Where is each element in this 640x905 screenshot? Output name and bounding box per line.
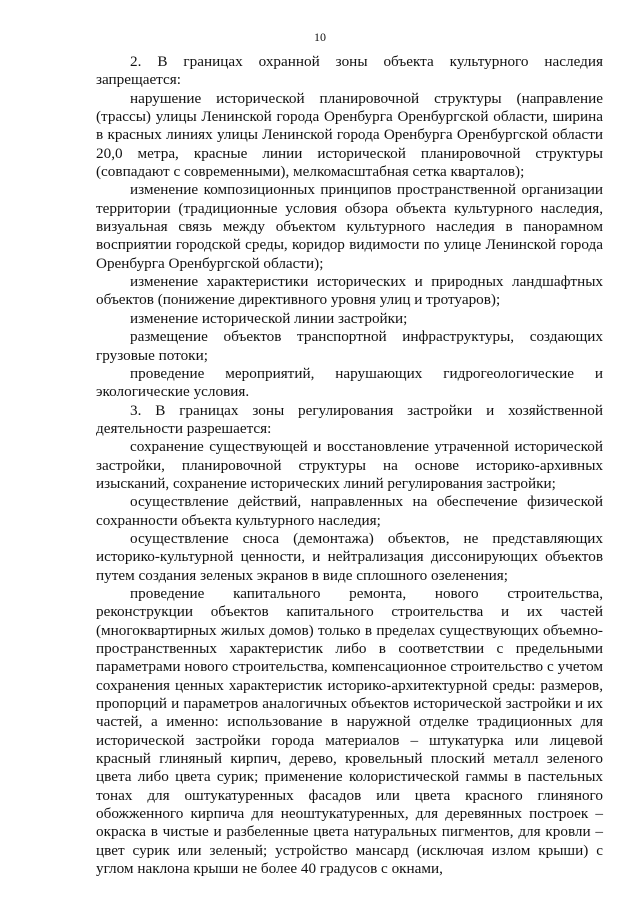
paragraph-8: 3. В границах зоны регулирования застройки и хозяйственной деятельности разрешается: xyxy=(96,401,603,437)
paragraph-7: проведение мероприятий, нарушающих гидрогеологические и экологические условия. xyxy=(96,364,603,401)
paragraph-9: сохранение существующей и восстановление утраченной исторической застройки, планировочной структуры на основе историко-архивных изысканий, сохранение исторических линий регулирования застройки; xyxy=(96,438,603,492)
paragraph-2: нарушение исторической планировочной структуры (направление (трассы) улицы Ленинской города Оренбурга Оренбургской области, ширина в красных линиях улицы Ленинской города Оренбурга Оренбургской области 20,0 метра, красные линии исторической планировочной структуры (совпадают с современными), мелкомасштабная сетка кварталов); xyxy=(96,89,603,181)
page-number: 10 xyxy=(314,30,326,44)
paragraph-5: изменение исторической линии застройки; xyxy=(130,309,408,327)
document-body xyxy=(96,53,603,878)
paragraph-12: проведение капитального ремонта, нового строительства, реконструкции объектов капитального строительства и их частей (многоквартирных жилых домов) только в пределах существующих объемно-пространственных характеристик либо в соответствии с предельными параметрами нового строительства, компенсационное строительство с учетом сохранения ценных характеристик историко-архитектурной среды: размеров, пропорций и параметров аналогичных объектов исторической застройки и их частей, а именно: использование в наружной отделке традиционных для исторической застройки города материалов – штукатурка или лицевой красный глиняный кирпич, дерево, кровельный плоский металл зеленого цвета либо цвета сурик; применение колористической гаммы в пастельных тонах для оштукатуренных фасадов или цвета красного глиняного обожженного кирпича для неоштукатуренных, для деревянных построек – окраска в чистые и разбеленные цвета натуральных пигментов, для кровли – цвет сурик или зеленый; устройство мансард (исключая излом крыши) с углом наклона крыши не более 40 градусов с окнами, xyxy=(96,584,603,878)
paragraph-11: осуществление сноса (демонтажа) объектов, не представляющих историко-культурной ценности, и нейтрализация диссонирующих объектов путем создания зеленых экранов в виде сплошного озеленения; xyxy=(96,529,603,584)
paragraph-1: 2. В границах охранной зоны объекта культурного наследия запрещается: xyxy=(96,53,603,89)
paragraph-3: изменение композиционных принципов пространственной организации территории (традиционные условия обзора объекта культурного наследия, визуальная связь между объектом культурного наследия в панорамном восприятии городской среды, коридор видимости по улице Ленинской города Оренбурга Оренбургской области); xyxy=(96,181,603,272)
paragraph-4: изменение характеристики исторических и природных ландшафтных объектов (понижение директивного уровня улиц и тротуаров); xyxy=(96,273,603,309)
paragraph-10: осуществление действий, направленных на обеспечение физической сохранности объекта культурного наследия; xyxy=(96,493,603,529)
paragraph-6: размещение объектов транспортной инфраструктуры, создающих грузовые потоки; xyxy=(96,328,603,364)
